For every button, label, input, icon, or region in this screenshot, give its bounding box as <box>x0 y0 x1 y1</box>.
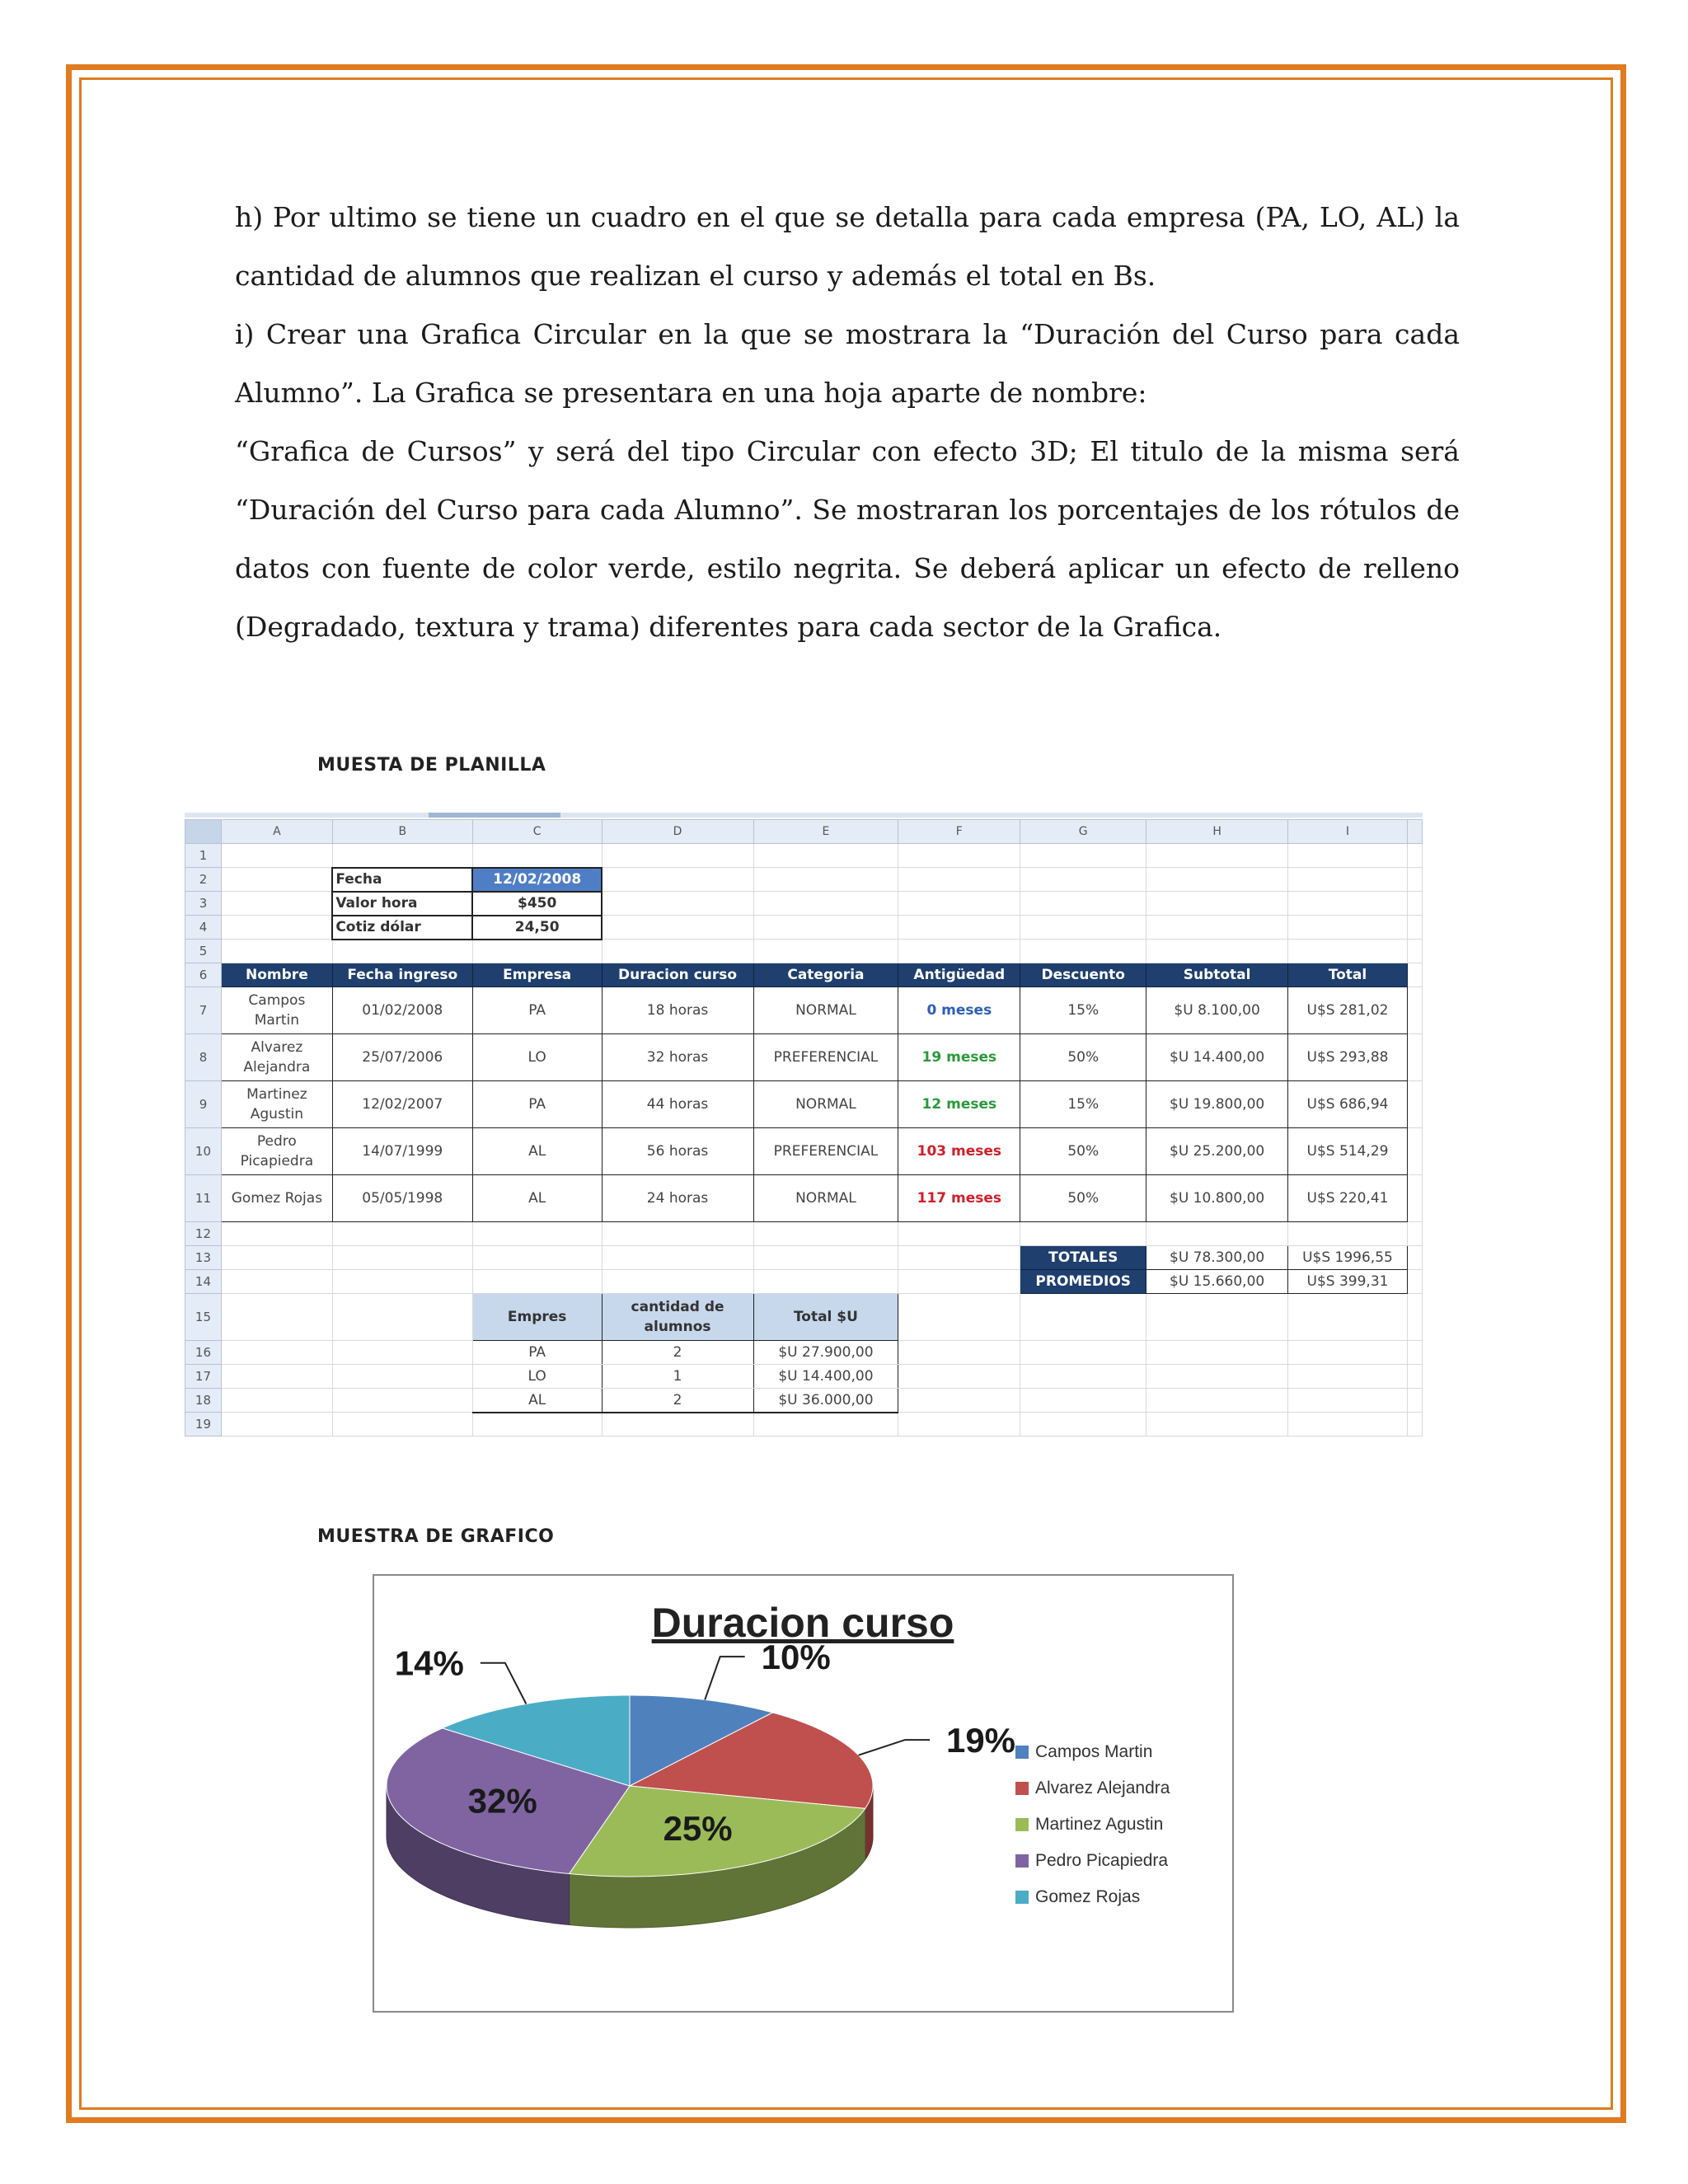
row-header[interactable]: 3 <box>185 892 222 916</box>
column-header[interactable]: H <box>1146 820 1288 844</box>
column-header[interactable]: F <box>898 820 1020 844</box>
table-header-cell[interactable]: Fecha ingreso <box>332 963 472 987</box>
info-label[interactable]: Valor hora <box>332 892 472 916</box>
summary-total[interactable]: $U 36.000,00 <box>753 1389 898 1413</box>
column-header[interactable]: D <box>602 820 753 844</box>
data-label-1: 19% <box>945 1721 1016 1760</box>
cell-empresa[interactable]: LO <box>472 1034 602 1081</box>
totals-subtotal[interactable]: $U 78.300,00 <box>1146 1246 1288 1270</box>
cell-empresa[interactable]: PA <box>472 1081 602 1128</box>
row-header[interactable]: 13 <box>185 1246 222 1270</box>
row-header[interactable]: 16 <box>185 1341 222 1365</box>
cell-duracion[interactable]: 32 horas <box>602 1034 753 1081</box>
sheet-row <box>185 940 1423 963</box>
table-header-cell[interactable]: Subtotal <box>1146 963 1288 987</box>
row-header[interactable]: 7 <box>185 987 222 1034</box>
sheet-section-label: MUESTA DE PLANILLA <box>317 755 546 776</box>
cell-fecha[interactable]: 05/05/1998 <box>332 1175 472 1222</box>
row-header[interactable]: 14 <box>185 1270 222 1294</box>
cell-duracion[interactable]: 18 horas <box>602 987 753 1034</box>
totals-total[interactable]: U$S 1996,55 <box>1288 1246 1408 1270</box>
row-header[interactable]: 15 <box>185 1294 222 1341</box>
cell-categoria[interactable]: PREFERENCIAL <box>753 1034 898 1081</box>
sheet-row <box>185 1413 1423 1436</box>
sheet-row <box>185 1341 1423 1365</box>
table-row <box>185 987 1423 1034</box>
row-header[interactable]: 2 <box>185 868 222 892</box>
leader-line-4 <box>481 1663 527 1704</box>
summary-header-cell[interactable]: Empres <box>472 1294 602 1341</box>
sheet-row <box>185 868 1423 892</box>
summary-total[interactable]: $U 27.900,00 <box>753 1341 898 1365</box>
cell-subtotal[interactable]: $U 8.100,00 <box>1146 987 1288 1034</box>
cell-descuento[interactable]: 50% <box>1020 1034 1146 1081</box>
sheet-row <box>185 1222 1423 1246</box>
date-cell-selected[interactable]: 12/02/2008 <box>472 868 602 892</box>
data-label-3: 32% <box>467 1781 537 1821</box>
row-header[interactable]: 17 <box>185 1365 222 1389</box>
cell-descuento[interactable]: 50% <box>1020 1175 1146 1222</box>
cell-nombre[interactable]: Pedro Picapiedra <box>221 1128 332 1175</box>
cell-empresa[interactable]: AL <box>472 1175 602 1222</box>
leader-line-0 <box>705 1657 745 1699</box>
cell-antiguedad[interactable]: 117 meses <box>898 1175 1020 1222</box>
sheet-selection-indicator <box>429 813 560 818</box>
sheet-row <box>185 844 1423 868</box>
summary-empresa[interactable]: LO <box>472 1365 602 1389</box>
table-row <box>185 1175 1423 1222</box>
legend-swatch-4 <box>1015 1891 1029 1904</box>
averages-total[interactable]: U$S 399,31 <box>1288 1270 1408 1294</box>
column-header[interactable]: C <box>472 820 602 844</box>
cell-total[interactable]: U$S 514,29 <box>1288 1128 1408 1175</box>
cell-categoria[interactable]: NORMAL <box>753 1081 898 1128</box>
chart-section-label: MUESTRA DE GRAFICO <box>317 1526 555 1547</box>
row-header[interactable]: 4 <box>185 916 222 940</box>
cell-fecha[interactable]: 14/07/1999 <box>332 1128 472 1175</box>
paragraph-i-continued: “Grafica de Cursos” y será del tipo Circular con efecto 3D; El titulo de la misma será “Duración del Curso para cada Alumno”. Se mostraran los porcentajes de los rótulos de datos con fuente de color verde, estilo negrita. Se deberá aplicar un efecto de relleno (Degradado, textura y trama) diferentes para cada sector de la Grafica. <box>235 435 1460 643</box>
select-all-corner[interactable] <box>185 820 222 844</box>
column-header[interactable]: B <box>332 820 472 844</box>
paragraph-i: i) Crear una Grafica Circular en la que se mostrara la “Duración del Curso para cada Alumno”. La Grafica se presentara en una hoja aparte de nombre: <box>235 318 1460 409</box>
cell-nombre[interactable]: Martinez Agustin <box>221 1081 332 1128</box>
chart-title: Duracion curso <box>651 1600 954 1646</box>
column-header[interactable]: G <box>1020 820 1146 844</box>
row-header[interactable]: 11 <box>185 1175 222 1222</box>
legend-swatch-0 <box>1015 1746 1029 1759</box>
cell-fecha[interactable]: 25/07/2006 <box>332 1034 472 1081</box>
info-label[interactable]: Cotiz dólar <box>332 916 472 940</box>
summary-header-cell[interactable]: Total $U <box>753 1294 898 1341</box>
cell-categoria[interactable]: PREFERENCIAL <box>753 1128 898 1175</box>
data-label-0: 10% <box>761 1638 831 1677</box>
cell-nombre[interactable]: Campos Martin <box>221 987 332 1034</box>
row-header[interactable]: 1 <box>185 844 222 868</box>
sheet-ribbon-line <box>185 813 1423 818</box>
row-header[interactable]: 6 <box>185 963 222 987</box>
summary-total[interactable]: $U 14.400,00 <box>753 1365 898 1389</box>
spreadsheet-grid <box>185 819 1423 1436</box>
table-row <box>185 1034 1423 1081</box>
row-header[interactable]: 12 <box>185 1222 222 1246</box>
table-header-cell[interactable]: Total <box>1288 963 1408 987</box>
table-header-cell[interactable]: Duracion curso <box>602 963 753 987</box>
column-header[interactable]: E <box>753 820 898 844</box>
legend-label-3[interactable]: Pedro Picapiedra <box>1035 1851 1169 1870</box>
cell-fecha[interactable]: 12/02/2007 <box>332 1081 472 1128</box>
instructions-text <box>235 188 1460 656</box>
cell-antiguedad[interactable]: 19 meses <box>898 1034 1020 1081</box>
averages-label[interactable]: PROMEDIOS <box>1020 1270 1146 1294</box>
cell-fecha[interactable]: 01/02/2008 <box>332 987 472 1034</box>
table-header-row <box>185 963 1423 987</box>
cell-duracion[interactable]: 44 horas <box>602 1081 753 1128</box>
cell-duracion[interactable]: 56 horas <box>602 1128 753 1175</box>
cell-descuento[interactable]: 50% <box>1020 1128 1146 1175</box>
row-header[interactable]: 8 <box>185 1034 222 1081</box>
summary-cantidad[interactable]: 2 <box>602 1341 753 1365</box>
leader-line-1 <box>859 1740 930 1755</box>
sheet-row <box>185 916 1423 940</box>
table-header-cell[interactable]: Antigüedad <box>898 963 1020 987</box>
table-header-cell[interactable]: Nombre <box>221 963 332 987</box>
cell-subtotal[interactable]: $U 25.200,00 <box>1146 1128 1288 1175</box>
table-row <box>185 1081 1423 1128</box>
sheet-row <box>185 1246 1423 1270</box>
info-value[interactable]: 24,50 <box>472 916 602 940</box>
cell-total[interactable]: U$S 686,94 <box>1288 1081 1408 1128</box>
cell-descuento[interactable]: 15% <box>1020 987 1146 1034</box>
summary-header-cell[interactable]: cantidad de alumnos <box>602 1294 753 1341</box>
summary-cantidad[interactable]: 1 <box>602 1365 753 1389</box>
cell-total[interactable]: U$S 220,41 <box>1288 1175 1408 1222</box>
legend-label-1[interactable]: Alvarez Alejandra <box>1035 1779 1170 1797</box>
cell-antiguedad[interactable]: 0 meses <box>898 987 1020 1034</box>
cell-descuento[interactable]: 15% <box>1020 1081 1146 1128</box>
cell-subtotal[interactable]: $U 10.800,00 <box>1146 1175 1288 1222</box>
sheet-row <box>185 1294 1423 1341</box>
data-label-4: 14% <box>394 1643 464 1683</box>
legend-label-2[interactable]: Martinez Agustin <box>1035 1815 1164 1834</box>
legend-swatch-2 <box>1015 1818 1029 1831</box>
cell-antiguedad[interactable]: 12 meses <box>898 1081 1020 1128</box>
cell-nombre[interactable]: Alvarez Alejandra <box>221 1034 332 1081</box>
cell-nombre[interactable]: Gomez Rojas <box>221 1175 332 1222</box>
legend-swatch-3 <box>1015 1854 1029 1868</box>
row-header[interactable]: 18 <box>185 1389 222 1413</box>
chart-legend <box>1015 1742 1170 1906</box>
pie-chart <box>374 1576 1232 2011</box>
summary-empresa[interactable]: PA <box>472 1341 602 1365</box>
table-header-cell[interactable]: Descuento <box>1020 963 1146 987</box>
summary-cantidad[interactable]: 2 <box>602 1389 753 1413</box>
cell-categoria[interactable]: NORMAL <box>753 1175 898 1222</box>
pie-chart-container <box>373 1574 1234 2013</box>
cell-total[interactable]: U$S 293,88 <box>1288 1034 1408 1081</box>
info-value[interactable]: $450 <box>472 892 602 916</box>
sheet-row <box>185 892 1423 916</box>
legend-swatch-1 <box>1015 1782 1029 1795</box>
cell-categoria[interactable]: NORMAL <box>753 987 898 1034</box>
row-header[interactable]: 9 <box>185 1081 222 1128</box>
cell-subtotal[interactable]: $U 19.800,00 <box>1146 1081 1288 1128</box>
cell-subtotal[interactable]: $U 14.400,00 <box>1146 1034 1288 1081</box>
column-header[interactable]: A <box>221 820 332 844</box>
row-header[interactable]: 10 <box>185 1128 222 1175</box>
row-header[interactable]: 5 <box>185 940 222 963</box>
sheet-row <box>185 1389 1423 1413</box>
totals-label[interactable]: TOTALES <box>1020 1246 1146 1270</box>
table-header-cell[interactable]: Empresa <box>472 963 602 987</box>
paragraph-h: h) Por ultimo se tiene un cuadro en el que se detalla para cada empresa (PA, LO, AL) la cantidad de alumnos que realizan el curso y además el total en Bs. <box>235 201 1460 292</box>
averages-subtotal[interactable]: $U 15.660,00 <box>1146 1270 1288 1294</box>
cell-total[interactable]: U$S 281,02 <box>1288 987 1408 1034</box>
legend-label-4[interactable]: Gomez Rojas <box>1035 1887 1141 1906</box>
row-header[interactable]: 19 <box>185 1413 222 1436</box>
sheet-row <box>185 1270 1423 1294</box>
cell-duracion[interactable]: 24 horas <box>602 1175 753 1222</box>
cell-empresa[interactable]: PA <box>472 987 602 1034</box>
column-header[interactable]: I <box>1288 820 1408 844</box>
table-row <box>185 1128 1423 1175</box>
spreadsheet <box>185 819 1423 1467</box>
column-header-row <box>185 820 1423 844</box>
sheet-row <box>185 1365 1423 1389</box>
cell-empresa[interactable]: AL <box>472 1128 602 1175</box>
info-label[interactable]: Fecha <box>332 868 472 892</box>
legend-label-0[interactable]: Campos Martin <box>1035 1742 1153 1761</box>
summary-empresa[interactable]: AL <box>472 1389 602 1413</box>
data-label-2: 25% <box>663 1809 733 1849</box>
table-header-cell[interactable]: Categoria <box>753 963 898 987</box>
cell-antiguedad[interactable]: 103 meses <box>898 1128 1020 1175</box>
